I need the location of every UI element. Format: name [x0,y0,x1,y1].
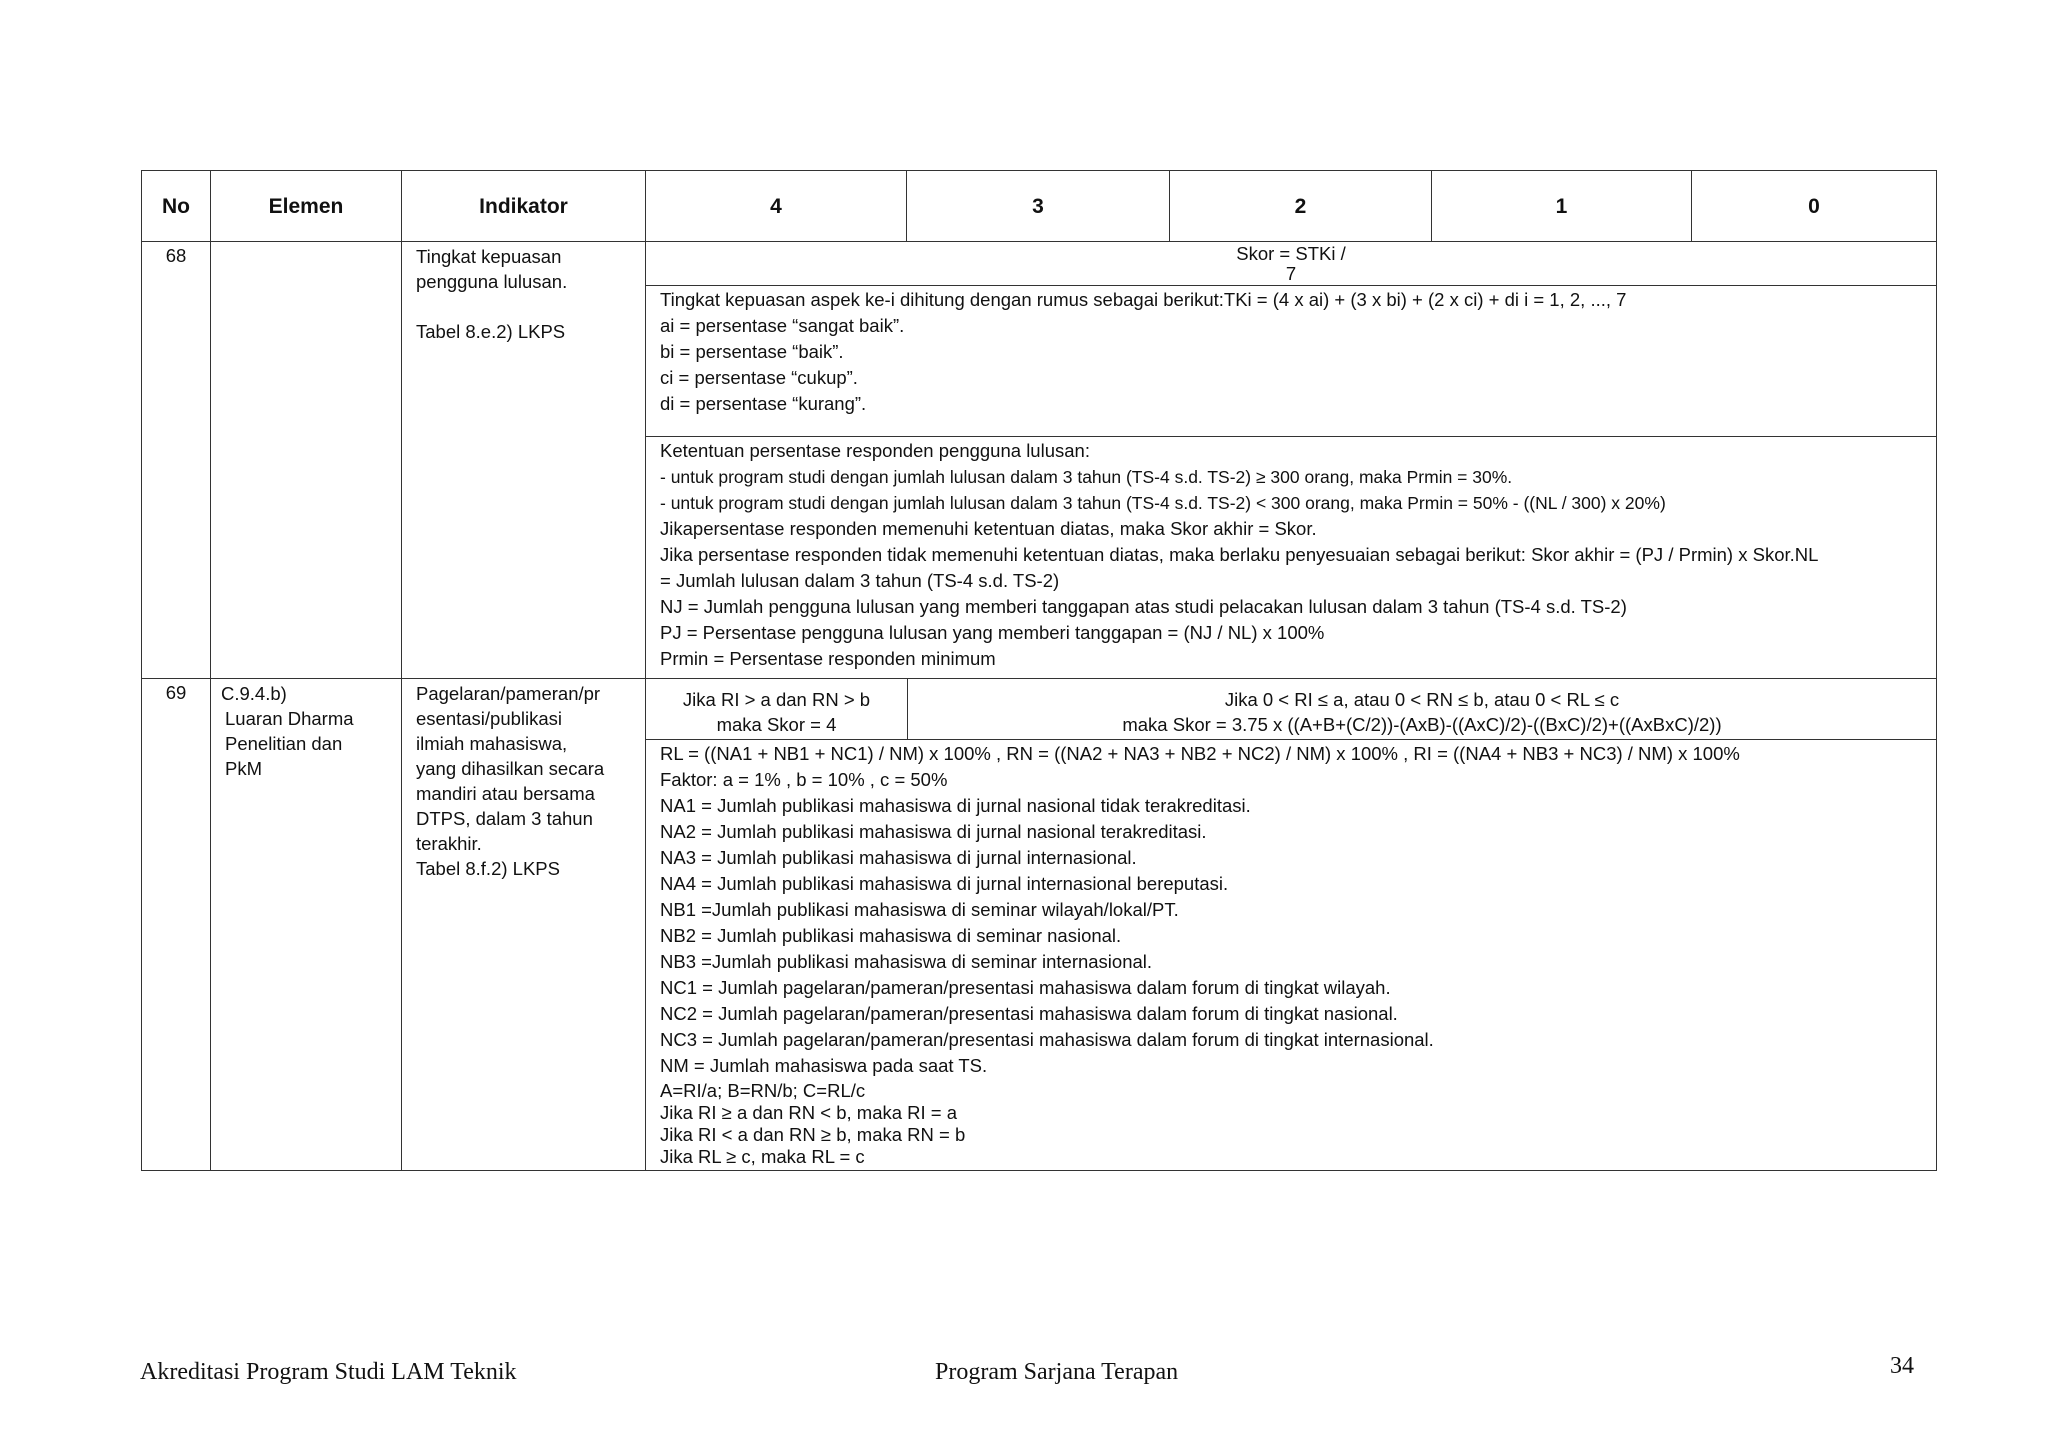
definitions-section [646,740,1936,1079]
score-other-line: Jika 0 < RI ≤ a, atau 0 < RN ≤ b, atau 0 < RL ≤ c [1224,689,1620,710]
definition-line: NM = Jumlah mahasiswa pada saat TS. [660,1055,988,1076]
ketentuan-section [646,436,1936,678]
rule-line: Jika RL ≥ c, maka RL = c [660,1146,865,1167]
row-number: 69 [142,679,211,1171]
tki-definition [646,286,1936,436]
indikator-line: yang dihasilkan secara [416,758,605,779]
score-4-line: Jika RI > a dan RN > b [682,689,871,710]
indikator-line: terakhir. [416,833,482,854]
ketentuan-line: Ketentuan persentase responden pengguna lulusan: [660,440,1090,461]
indikator-line: Tingkat kepuasan [416,246,562,267]
indikator-line: DTPS, dalam 3 tahun [416,808,593,829]
tki-line: Tingkat kepuasan aspek ke-i dihitung dengan rumus sebagai berikut:TKi = (4 x ai) + (3 x bi) + (2 x ci) + di i = 1, 2, ..., 7 [660,289,1627,310]
rule-line: A=RI/a; B=RN/b; C=RL/c [660,1080,866,1101]
elemen-line: C.9.4.b) [221,683,287,704]
table-row [142,679,1937,1171]
indikator-line: esentasi/publikasi [416,708,563,729]
header-no: No [142,171,211,242]
rubric-cell [646,679,1937,1171]
ketentuan-line: = Jumlah lulusan dalam 3 tahun (TS-4 s.d. TS-2) [660,570,1060,591]
definition-line: RL = ((NA1 + NB1 + NC1) / NM) x 100% , RN = ((NA2 + NA3 + NB2 + NC2) / NM) x 100% , RI = ((NA4 + NB3 + NC3) / NM) x 100% [660,743,1740,764]
header-indikator: Indikator [402,171,646,242]
indikator-line: mandiri atau bersama [416,783,595,804]
ketentuan-line: - untuk program studi dengan jumlah lulusan dalam 3 tahun (TS-4 s.d. TS-2) ≥ 300 orang, maka Prmin = 30%. [660,467,1513,487]
score-formula [646,242,1936,286]
ketentuan-line: PJ = Persentase pengguna lulusan yang memberi tanggapan = (NJ / NL) x 100% [660,622,1325,643]
header-score-0: 0 [1692,171,1937,242]
elemen-cell [211,242,402,679]
criteria-table [141,170,1937,1171]
rubric-cell [646,242,1937,679]
score-formula-line: 7 [1285,263,1297,284]
header-score-3: 3 [907,171,1170,242]
tki-line: ci = persentase “cukup”. [660,367,858,388]
definition-line: NA2 = Jumlah publikasi mahasiswa di jurnal nasional terakreditasi. [660,821,1207,842]
header-elemen: Elemen [211,171,402,242]
footer-left: Akreditasi Program Studi LAM Teknik [140,1359,517,1385]
definition-line: NA4 = Jumlah publikasi mahasiswa di jurnal internasional bereputasi. [660,873,1229,894]
definition-line: NB3 =Jumlah publikasi mahasiswa di seminar internasional. [660,951,1153,972]
indikator-line: Tabel 8.f.2) LKPS [416,858,560,879]
tki-line: bi = persentase “baik”. [660,341,844,362]
indikator-line: ilmiah mahasiswa, [416,733,568,754]
indikator-cell [402,242,646,679]
tki-line: ai = persentase “sangat baik”. [660,315,905,336]
tki-line: di = persentase “kurang”. [660,393,867,414]
definition-line: NA1 = Jumlah publikasi mahasiswa di jurnal nasional tidak terakreditasi. [660,795,1251,816]
definition-line: NB1 =Jumlah publikasi mahasiswa di seminar wilayah/lokal/PT. [660,899,1179,920]
indikator-cell [402,679,646,1171]
definition-line: NC3 = Jumlah pagelaran/pameran/presentasi mahasiswa dalam forum di tingkat internasional. [660,1029,1434,1050]
rule-line: Jika RI ≥ a dan RN < b, maka RI = a [660,1102,958,1123]
score-criteria-row [646,679,1936,740]
elemen-line: Penelitian dan [225,733,343,754]
score-4-line: maka Skor = 4 [716,714,837,735]
elemen-cell [211,679,402,1171]
footer-center: Program Sarjana Terapan [935,1359,1179,1385]
rule-line: Jika RI < a dan RN ≥ b, maka RN = b [660,1124,966,1145]
score-other-criteria [908,679,1936,739]
ketentuan-line: - untuk program studi dengan jumlah lulusan dalam 3 tahun (TS-4 s.d. TS-2) < 300 orang, maka Prmin = 50% - ((NL / 300) x 20%) [660,493,1666,513]
definition-line: NC2 = Jumlah pagelaran/pameran/presentasi mahasiswa dalam forum di tingkat nasional. [660,1003,1398,1024]
definition-line: NC1 = Jumlah pagelaran/pameran/presentasi mahasiswa dalam forum di tingkat wilayah. [660,977,1391,998]
ketentuan-line: Jikapersentase responden memenuhi ketentuan diatas, maka Skor akhir = Skor. [660,518,1317,539]
row-number: 68 [142,242,211,679]
header-row [142,171,1937,242]
indikator-line [416,294,631,319]
header-score-4: 4 [646,171,907,242]
definition-line: Faktor: a = 1% , b = 10% , c = 50% [660,769,948,790]
ketentuan-line: Prmin = Persentase responden minimum [660,648,996,669]
indikator-line: Tabel 8.e.2) LKPS [416,321,566,342]
table-row [142,242,1937,679]
indikator-line: Pagelaran/pameran/pr [416,683,601,704]
indikator-line: pengguna lulusan. [416,271,568,292]
elemen-line: PkM [225,758,262,779]
score-formula-line: Skor = STKi / [1236,243,1346,264]
score-4-criteria [646,679,908,739]
ketentuan-line: Jika persentase responden tidak memenuhi ketentuan diatas, maka berlaku penyesuaian sebagai berikut: Skor akhir = (PJ / Prmin) x Skor.NL [660,544,1819,565]
header-score-2: 2 [1170,171,1432,242]
definition-line: NA3 = Jumlah publikasi mahasiswa di jurnal internasional. [660,847,1137,868]
definition-line: NB2 = Jumlah publikasi mahasiswa di seminar nasional. [660,925,1122,946]
page-number: 34 [1890,1353,1914,1379]
elemen-line: Luaran Dharma [225,708,354,729]
adjustment-rules [646,1079,1936,1170]
ketentuan-line: NJ = Jumlah pengguna lulusan yang memberi tanggapan atas studi pelacakan lulusan dalam 3 tahun (TS-4 s.d. TS-2) [660,596,1627,617]
header-score-1: 1 [1432,171,1692,242]
score-other-line: maka Skor = 3.75 x ((A+B+(C/2))-(AxB)-((AxC)/2)-((BxC)/2)+((AxBxC)/2)) [1122,714,1722,735]
